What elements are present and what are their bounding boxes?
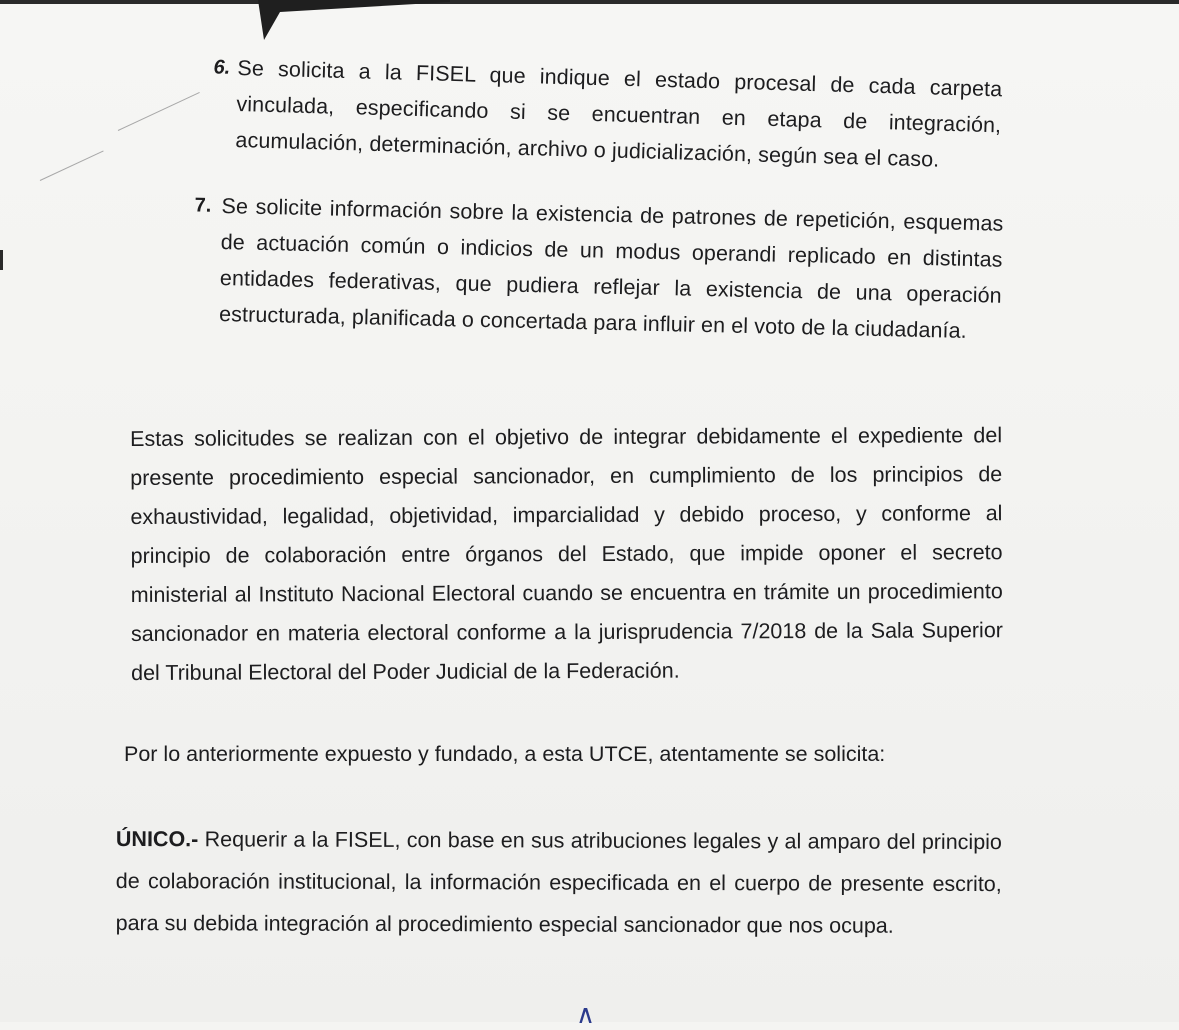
purpose-paragraph: Estas solicitudes se realizan con el objetivo de integrar debidamente el expediente del presente procedimiento especial sancionador, en cumplimiento de los principios de exhaustividad, legalidad, objetividad, imparcialidad y debido proceso, y conforme al principio de colaboración entre órganos del Estado, que impide oponer el secreto ministerial al Instituto Nacional Electoral cuando se encuentra en trámite un procedimiento sancionador en materia electoral conforme a la jurisprudencia 7/2018 de la Sala Superior del Tribunal Electoral del Poder Judicial de la Federación. — [130, 423, 1003, 685]
unico-paragraph — [116, 818, 1002, 947]
list-item-number: 6. — [213, 56, 231, 79]
request-paragraph: Por lo anteriormente expuesto y fundado, a esta UTCE, atentamente se solicita: — [124, 742, 886, 766]
faint-pencil-mark — [40, 150, 104, 180]
list-item-text: Se solicite información sobre la existencia de patrones de repetición, esquemas de actuación común o indicios de un modus operandi replicado en distintas entidades federativas, que pudiera reflejar la existencia de una operación estructurada, planificada o concertada para influir en el voto de la ciudadanía. — [218, 193, 1004, 343]
list-item-text: Se solicita a la FISEL que indique el estado procesal de cada carpeta vinculada, especificando si se encuentran en etapa de integración, acumulación, determinación, archivo o judicialización, según sea el caso. — [235, 55, 1003, 172]
unico-label: ÚNICO.- — [115, 826, 199, 852]
list-item-number: 7. — [194, 194, 212, 217]
unico-text: Requerir a la FISEL, con base en sus atribuciones legales y al amparo del principio de colaboración institucional, la información especificada en el cuerpo de presente escrito, para su debida integración al procedimiento especial sancionador que nos ocupa. — [115, 827, 1002, 938]
page-edge-mark — [0, 250, 3, 270]
faint-pencil-mark — [118, 92, 200, 131]
binding-wedge-shadow — [250, 0, 450, 50]
page-top-edge-shadow — [0, 0, 1179, 4]
list-item-7 — [194, 188, 1004, 350]
list-item-6 — [213, 50, 1003, 179]
handwritten-caret-mark: ∧ — [576, 1000, 596, 1030]
